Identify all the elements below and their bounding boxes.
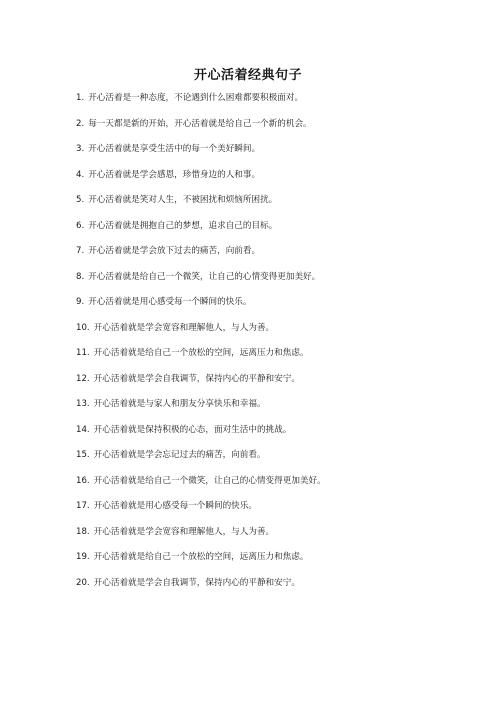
list-item <box>76 397 476 423</box>
item-text: 开心活着就是给自己一个放松的空间，远离压力和焦虑。 <box>93 348 309 358</box>
item-text: 开心活着就是学会自我调节，保持内心的平静和安宁。 <box>93 373 300 384</box>
item-number: 17. <box>76 501 90 511</box>
item-text: 开心活着就是学会宽容和理解他人，与人为善。 <box>93 526 275 537</box>
item-number: 18. <box>76 526 90 537</box>
item-number: 15. <box>76 450 90 460</box>
list-item <box>76 499 476 525</box>
list-item <box>76 448 476 474</box>
list-item <box>76 193 476 219</box>
item-text: 开心活着就是给自己一个微笑，让自己的心情变得更加美好。 <box>93 475 326 486</box>
item-number: 1. <box>76 93 85 103</box>
list-item <box>76 168 476 194</box>
item-number: 10. <box>76 322 90 333</box>
list-item <box>76 117 476 143</box>
document-title: 开心活着经典句子 <box>193 68 302 83</box>
item-text: 开心活着就是学会感恩，珍惜身边的人和事。 <box>88 169 261 180</box>
item-number: 4. <box>76 169 85 180</box>
item-number: 19. <box>76 552 90 562</box>
item-text: 开心活着就是用心感受每一个瞬间的快乐。 <box>88 297 252 307</box>
item-text: 每一天都是新的开始，开心活着就是给自己一个新的机会。 <box>88 118 312 129</box>
item-number: 20. <box>76 577 90 588</box>
item-text: 开心活着就是学会自我调节，保持内心的平静和安宁。 <box>93 577 300 588</box>
sentence-list <box>76 91 476 601</box>
list-item <box>76 474 476 500</box>
list-item <box>76 576 476 602</box>
item-number: 2. <box>76 118 85 129</box>
item-number: 8. <box>76 271 85 282</box>
item-number: 13. <box>76 399 90 409</box>
list-item <box>76 346 476 372</box>
item-text: 开心活着就是笑对人生，不被困扰和烦恼所困扰。 <box>88 195 278 205</box>
list-item <box>76 244 476 270</box>
item-text: 开心活着就是学会放下过去的痛苦，向前看。 <box>88 246 261 256</box>
item-text: 开心活着就是学会宽容和理解他人，与人为善。 <box>93 322 275 333</box>
list-item <box>76 423 476 449</box>
item-number: 6. <box>76 220 85 231</box>
item-text: 开心活着是一种态度，不论遇到什么困难都要积极面对。 <box>88 93 304 103</box>
list-item <box>76 91 476 117</box>
item-text: 开心活着就是与家人和朋友分享快乐和幸福。 <box>93 399 266 409</box>
item-text: 开心活着就是享受生活中的每一个美好瞬间。 <box>88 144 261 154</box>
list-item <box>76 219 476 245</box>
item-number: 9. <box>76 297 85 307</box>
list-item <box>76 142 476 168</box>
list-item <box>76 270 476 296</box>
list-item <box>76 295 476 321</box>
list-item <box>76 321 476 347</box>
item-text: 开心活着就是用心感受每一个瞬间的快乐。 <box>93 501 257 511</box>
item-number: 11. <box>76 348 90 358</box>
item-text: 开心活着就是学会忘记过去的痛苦，向前看。 <box>93 450 266 460</box>
item-number: 16. <box>76 475 90 486</box>
item-number: 12. <box>76 373 90 384</box>
item-text: 开心活着就是给自己一个放松的空间，远离压力和焦虑。 <box>93 552 309 562</box>
item-number: 3. <box>76 144 85 154</box>
list-item <box>76 372 476 398</box>
item-text: 开心活着就是保持积极的心态，面对生活中的挑战。 <box>93 424 292 435</box>
item-text: 开心活着就是给自己一个微笑，让自己的心情变得更加美好。 <box>88 271 321 282</box>
item-number: 5. <box>76 195 85 205</box>
list-item <box>76 550 476 576</box>
item-number: 14. <box>76 424 90 435</box>
item-text: 开心活着就是拥抱自己的梦想，追求自己的目标。 <box>88 220 278 231</box>
item-number: 7. <box>76 246 85 256</box>
list-item <box>76 525 476 551</box>
